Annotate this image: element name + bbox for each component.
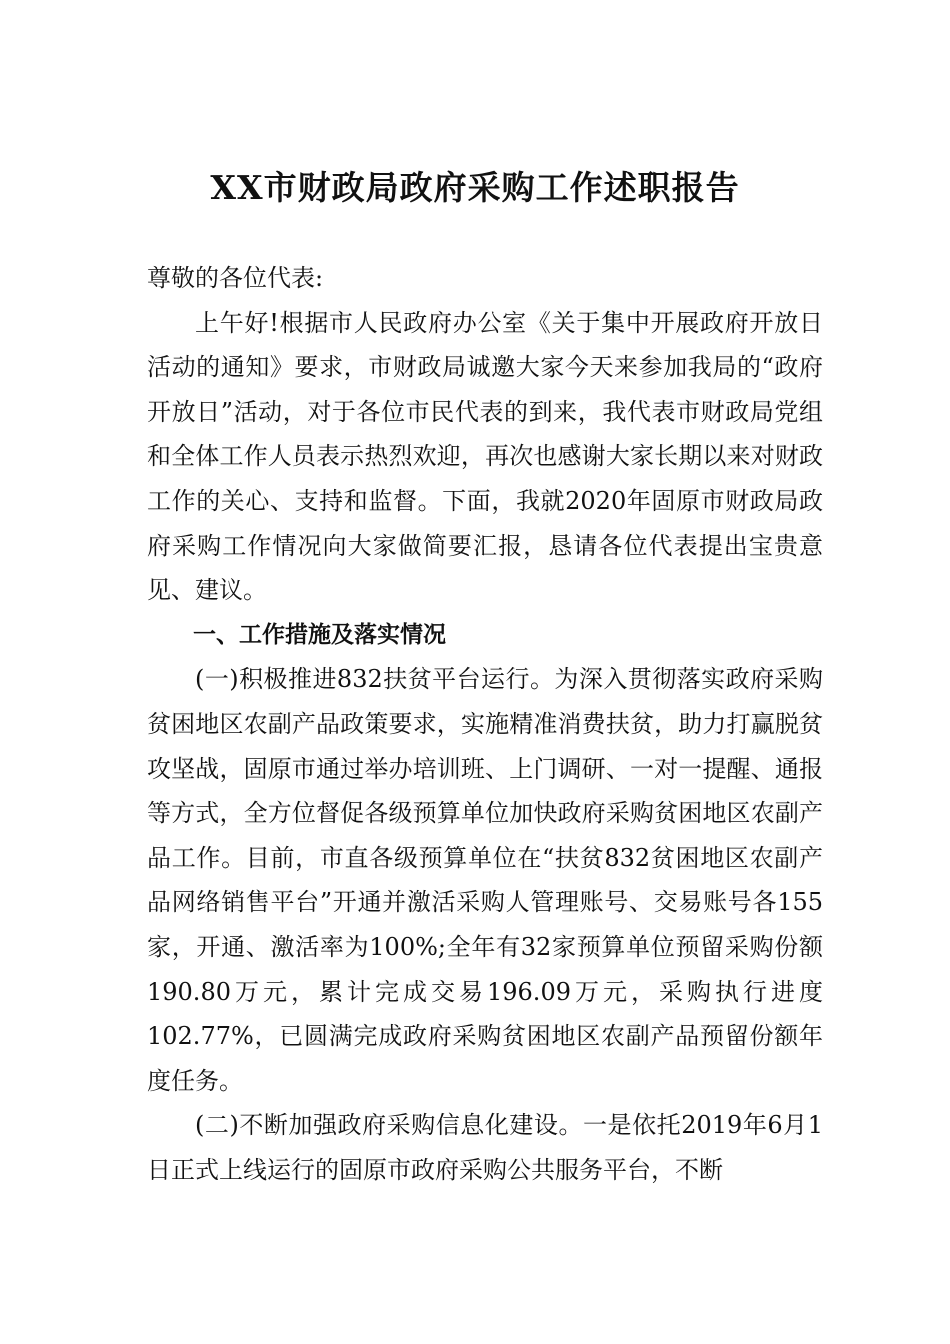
- section-paragraph-2: (二)不断加强政府采购信息化建设。一是依托2019年6月1日正式上线运行的固原市政府采购公共服务平台，不断: [147, 1111, 823, 1184]
- document-title: XX市财政局政府采购工作述职报告: [210, 168, 740, 207]
- section-heading: 一、工作措施及落实情况: [193, 621, 446, 648]
- section-paragraph-1: (一)积极推进832扶贫平台运行。为深入贯彻落实政府采购贫困地区农副产品政策要求，实施精准消费扶贫，助力打赢脱贫攻坚战，固原市通过举办培训班、上门调研、一对一提醒、通报等方式，全方位督促各级预算单位加快政府采购贫困地区农副产品工作。目前，市直各级预算单位在“扶贫832贫困地区农副产品网络销售平台”开通并激活采购人管理账号、交易账号各155家，开通、激活率为100%;全年有32家预算单位预留采购份额190.80万元，累计完成交易196.09万元，采购执行进度102.77%，已圆满完成政府采购贫困地区农副产品预留份额年度任务。: [147, 665, 823, 1095]
- salutation: 尊敬的各位代表:: [147, 264, 324, 292]
- intro-paragraph: 上午好!根据市人民政府办公室《关于集中开展政府开放日活动的通知》要求，市财政局诚邀大家今天来参加我局的“政府开放日”活动，对于各位市民代表的到来，我代表市财政局党组和全体工作人员表示热烈欢迎，再次也感谢大家长期以来对财政工作的关心、支持和监督。下面，我就2020年固原市财政局政府采购工作情况向大家做简要汇报，恳请各位代表提出宝贵意见、建议。: [147, 308, 823, 605]
- document-body: [147, 256, 823, 1192]
